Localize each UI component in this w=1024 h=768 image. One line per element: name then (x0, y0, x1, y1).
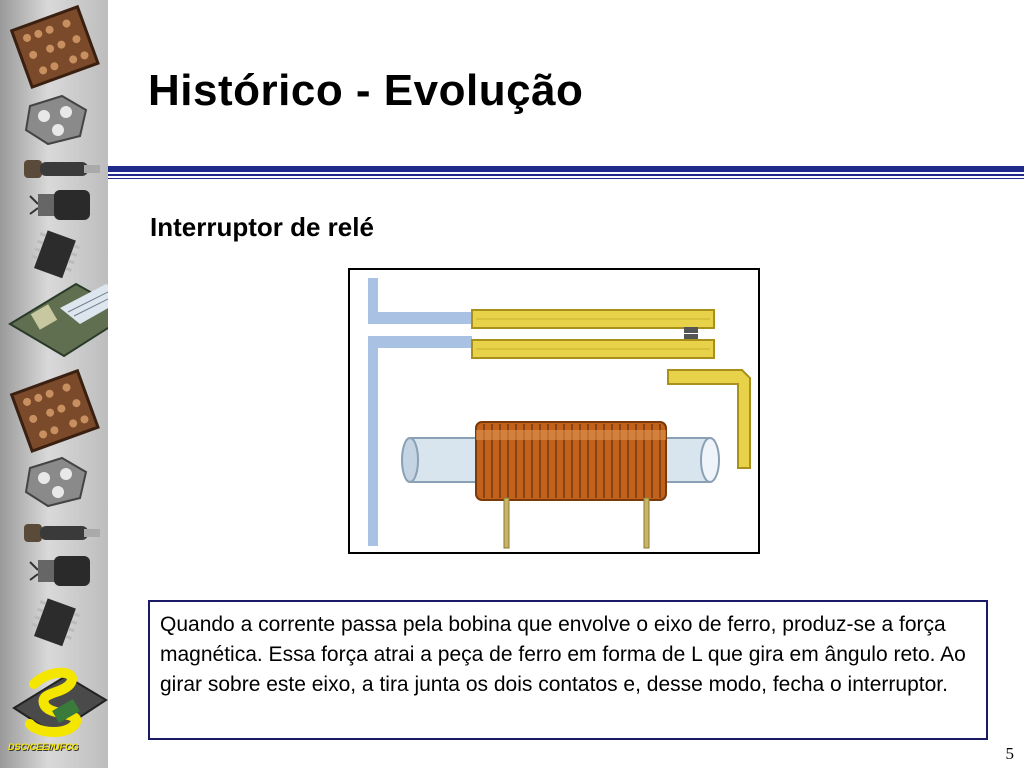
integrated-circuit-icon (28, 228, 81, 280)
contact-strip-upper (472, 310, 714, 328)
sidebar (0, 0, 108, 768)
frame-bracket (368, 278, 472, 546)
punch-card-icon (26, 96, 86, 144)
relay-diagram (350, 270, 758, 552)
microprocessor-board-icon (10, 284, 108, 356)
logo-caption: DSC/CEEI/UFCG (8, 742, 79, 752)
caption-text: Quando a corrente passa pela bobina que envolve o eixo de ferro, produz-se a força magnética. Essa força atrai a peça de ferro em forma de L que gira em ângulo reto. Ao girar sobre este eixo, a tira junta os dois contatos e, desse modo, fecha o interruptor. (160, 613, 966, 696)
title-divider (108, 166, 1024, 182)
contact-strip-lower (472, 340, 714, 358)
copper-coil (476, 422, 666, 500)
transistor-icon (30, 190, 90, 220)
vacuum-tube-icon (24, 160, 100, 178)
abacus-icon (12, 7, 98, 87)
integrated-circuit-icon (28, 596, 81, 648)
sidebar-artwork (0, 0, 108, 768)
vacuum-tube-icon (24, 524, 100, 542)
transistor-icon (30, 556, 90, 586)
slide-subtitle: Interruptor de relé (150, 212, 374, 242)
punch-card-icon (26, 458, 86, 506)
slide-title: Histórico - Evolução (148, 66, 584, 115)
contact-point (684, 327, 698, 340)
coil-leads (504, 498, 649, 548)
dsc-logo-icon (14, 673, 106, 734)
page-number: 5 (1005, 744, 1014, 763)
caption-box (148, 600, 988, 740)
abacus-icon (12, 371, 98, 451)
relay-illustration (348, 268, 760, 554)
